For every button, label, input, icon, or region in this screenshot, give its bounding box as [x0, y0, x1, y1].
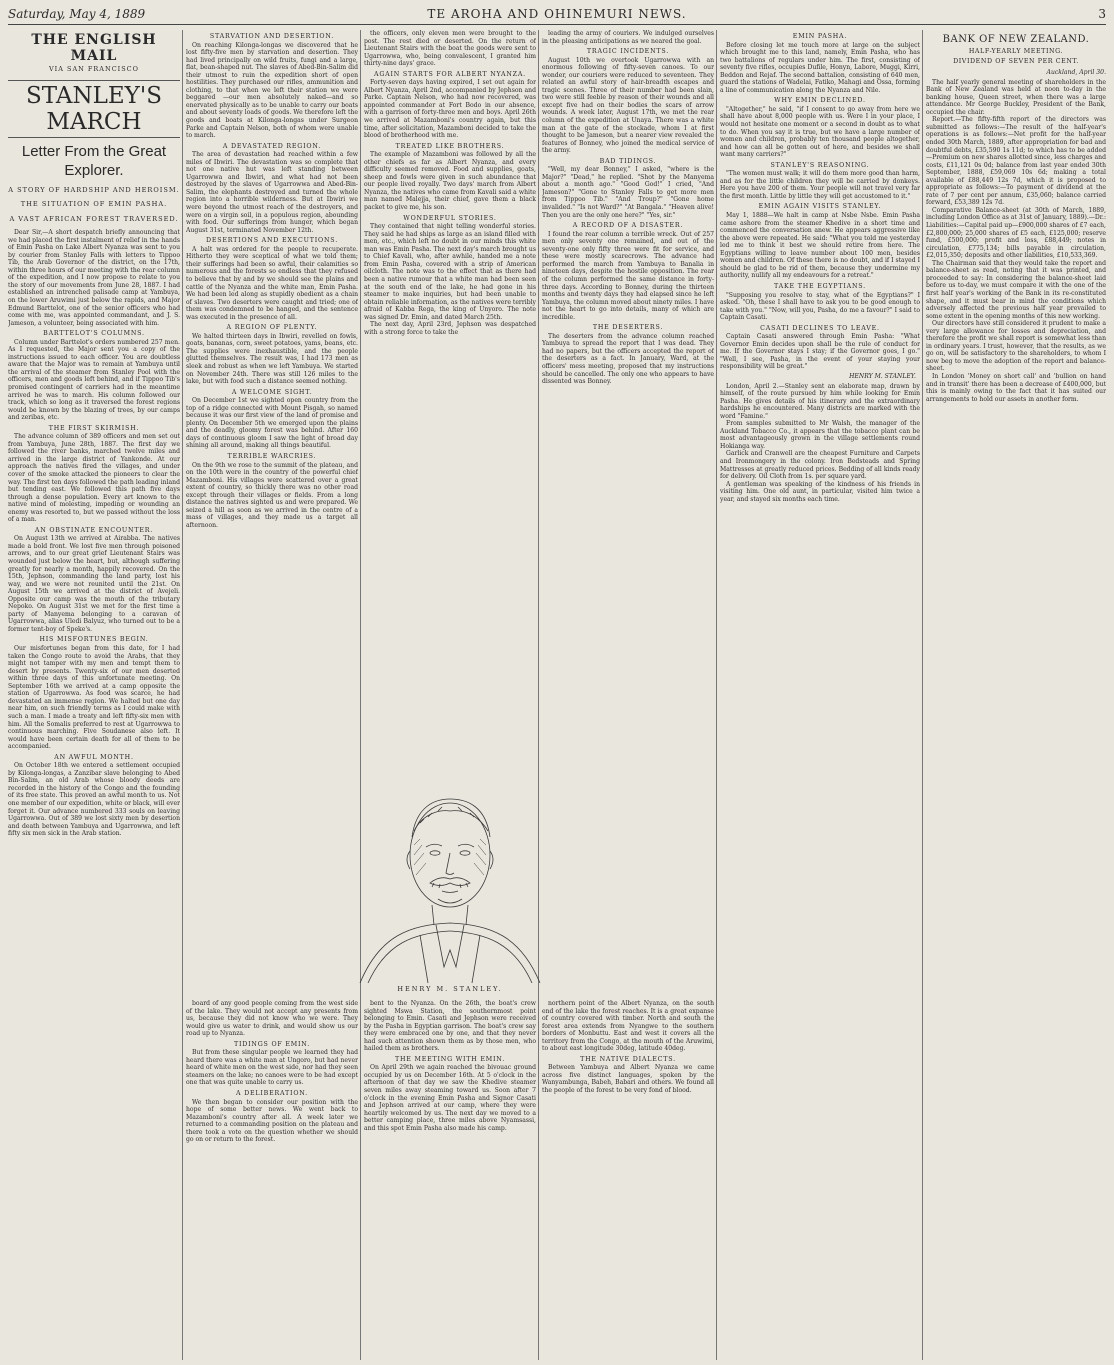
subheading: THE DESERTERS. — [592, 324, 664, 332]
newspaper-name: TE AROHA AND OHINEMURI NEWS. — [427, 7, 687, 21]
subheading: HIS MISFORTUNES BEGIN. — [39, 636, 149, 644]
column-4-lower — [542, 1000, 714, 1360]
column-rule — [360, 30, 361, 1360]
paragraph: On reaching Kilonga-longas we discovered that he lost fifty-five men by starvation and desertion. They had lived principally on wild fruits, fungi and a large, flat, bean-shaped nut. The slaves of Abed-Bin-Salim did their utmost to ruin the expedition short of open hostilities. They purchased our rifles, ammunition and clothing, to that when we left their station we were beggared —our men absolutely naked—and so enervated physically as to be unable to carry our boats and about seventy loads of goods. We therefore left the goods and boats at Kilonga-longas under Surgeon Parke and Captain Nelson, both of whom were unable to march. — [186, 41, 358, 140]
column-3 — [364, 30, 536, 800]
subheading: TERRIBLE WARCRIES. — [227, 452, 317, 460]
paragraph: August 10th we overtook Ugarrowwa with an enormous following of fifty-seven canoes. To our wonder, our couriers were reduced to seventeen. They related an awful story of hair-breadth escapes and tragic scenes. Three of their number had been slain, two were still feeble by reason of their wounds and all except five had on their bodies the scars of arrow wounds. A week later, August 17th, we met the rear column of the expedition at Unaya. There was a white man at the gate of the stockade, whom I at first thought to be Jameson, but a nearer view revealed the features of Bonney, who joined the medical service of the army. — [542, 56, 714, 155]
portrait-engraving — [350, 775, 550, 983]
paragraph: The half yearly general meeting of shareholders in the Bank of New Zealand was held at noon to-day in the banking house, Queen street, when there was a large attendance. Mr George Buckley, President of the Bank, occupied the chair. — [926, 78, 1106, 116]
paragraph: Our directors have still considered it prudent to make a very large allowance for losses and depreciation, and therefore the profit we shall report is somewhat less than in ordinary years. I trust, however, that the results, as we go on, will be satisfactory to the shareholders, to whom I now beg to move the adoption of the report and balance-sheet. — [926, 320, 1106, 373]
paragraph: They contained that night telling wonderful stories. They said he had ships as large as an island filled with men, etc., which left no doubt in our minds this white man was Emin Pasha. The next day's march brought us to Chief Kavali, who, after awhile, handed me a note from Emin Pasha, covered with a strip of American oilcloth. The note was to the effect that as there had been a native rumour that a white man had been seen at the south end of the lake, he had gone in his steamer to make inquiries, but had been unable to obtain reliable information, as the natives were terribly afraid of Kabba Rega, the king of Unyoro. The note was signed Dr. Emin, and dated March 25th. — [364, 223, 536, 321]
section-subtitle: VIA SAN FRANCISCO — [48, 65, 139, 73]
paragraph: board of any good people coming from the west side of the lake. They would not accept any presents from us, because they did not know who we were. They would give us water to drink, and would show us our road up to Nyanza. — [186, 1000, 358, 1038]
paragraph: northern point of the Albert Nyanza, on the south end of the lake the forest reaches. It is a great expanse of country covered with timber. North and south the forest area extends from Nyangwe to the southern borders of Monbuttu. East and west it covers all the territory from the Congo, at the mouth of the Aruwimi, to about east longitude 30deg, latitude 40deg. — [542, 1000, 714, 1053]
column-6 — [926, 30, 1106, 1360]
paragraph: The Chairman said that they would take the report and balance-sheet as read, noting that it was printed, and proceeded to say: In considering the balance-sheet laid before us to-day, we must compare it with the one of the first half year's working of the Bank in its re-constituted shape, and it must bear in mind the conditions which adversely affected the previous half year prevailed to some extent in the opening months of this new working. — [926, 259, 1106, 320]
subheading: TIDINGS OF EMIN. — [233, 1040, 311, 1048]
paragraph: In London 'Money on short call' and 'bullion on hand and in transit' there has been a decrease of £400,000, but this is mainly owing to the fact that it has suited our arrangements to hold our assets in another form. — [926, 372, 1106, 403]
paragraph: leading the army of couriers. We indulged ourselves in the pleasing anticipations as we neared the goal. — [542, 30, 714, 45]
subheading: THE MEETING WITH EMIN. — [394, 1055, 506, 1063]
subheading: AN OBSTINATE ENCOUNTER. — [34, 526, 154, 534]
dateline: Auckland, April 30. — [1046, 69, 1106, 77]
subheading: AGAIN STARTS FOR ALBERT NYANZA. — [373, 70, 526, 78]
column-rule — [922, 30, 923, 1360]
paragraph: From samples submitted to Mr Walsh, the manager of the Auckland Tobacco Co., it appears that the tobacco plant can be most advantageously grown in the village settlements round Hokianga way. — [720, 420, 920, 450]
subheading: A RECORD OF A DISASTER. — [572, 222, 684, 230]
paragraph: Report.—The fifty-fifth report of the directors was submitted as follows:—The result of the half-year's operations is as follows:—Net profit for the half-year ended 30th March, 1889, after appropriation for bad and doubtful debts, £35,590 1s 11d; to which has to be added—Premium on new shares allotted since, less charges and costs, £11,121 0s 0d; balance from last year ended 30th September, 1888, £59,069 10s 6d; making a total available of £88,449 12s 7d, which it is proposed to appropriate as follows:—To payment of dividend at the rate of 7 per cent per annum, £35,060; balance carried forward, £53,389 12s 7d. — [926, 116, 1106, 207]
subheading: STANLEY'S REASONING. — [770, 161, 870, 169]
subheading: EMIN PASHA. — [792, 33, 848, 40]
paragraph: Between Yambuya and Albert Nyanza we came across five distinct languages, spoken by the Wanyambunga, Babeh, Babari and others. We found all the people of the forest to be very fond of blood. — [542, 1064, 714, 1095]
masthead — [8, 6, 1106, 25]
signature: HENRY M. STANLEY. — [849, 372, 916, 380]
subheading: BARTTELOT'S COLUMNS. — [43, 330, 145, 338]
subheading: A DELIBERATION. — [236, 1090, 308, 1098]
subheading: TRAGIC INCIDENTS. — [586, 48, 670, 56]
paragraph: A gentleman was speaking of the kindness of his friends in visiting him. One old aunt, in particular, visited him twice a year, and stayed six months each time. — [720, 480, 920, 503]
paragraph: A halt was ordered for the people to recuperate. Hitherto they were sceptical of what we told them; their sufferings had been so awful, their calamities so numerous and the forests so endless that they refused to believe that by and by we should see the plains and cattle of the Nyanza and the white man, Emin Pasha. We had been led along as stupidly obedient as a chain of slaves. Two deserters were caught and tried; one of them was condemned to be hanged, and the sentence was executed in the presence of all. — [186, 245, 358, 321]
paragraph: On the 9th we rose to the summit of the plateau, and on the 10th were in the country of the powerful chief Mazamboni. His villages were scattered over a great extent of country, so thickly there was no other road except through their villages or fields. From a long distance the natives sighted us and were prepared. We seized a hill as soon as we arrived in the centre of a mass of villages, and they made us a target all afternoon. — [186, 461, 358, 529]
column-3-lower — [364, 1000, 536, 1360]
deck: A VAST AFRICAN FOREST TRAVERSED. — [9, 214, 179, 223]
stanley-portrait — [186, 775, 714, 997]
advertisement: Garlick and Cranwell are the cheapest Furniture and Carpets and Ironmongery in the colony. Iron Bedsteads and Spring Mattresses at greatly reduced prices. Bedding of all kinds ready for delivery. Oil Cloth from 1s. per square yard. — [720, 450, 920, 481]
paragraph: "Supposing you resolve to stay, what of the Egyptians?" I asked. "Oh, these I shall have to ask you to be good enough to take with you." "Now, will you, Pasha, do me a favour?" I said to Captain Casati. — [720, 291, 920, 322]
paragraph: May 1, 1888—We halt in camp at Nsbe Nsbe. Emin Pasha came ashore from the steamer Khedive in a short time and commenced the conversation anew. He appears aggressive like the above were repeated. He said: "What you told me yesterday led me to think it best we should retire from here. The Egyptians willing to leave number about 100 men, besides women and children. Of these there is no doubt, and if I stayed I should be glad to be rid of them, because they undermine my authority, nullify all my endeavours for a retreat." — [720, 212, 920, 280]
paragraph: Forty-seven days having expired, I set out again for Albert Nyanza, April 2nd, accompanied by Jephson and Parke. Captain Nelson, who had now recovered, was appointed commander at Fort Bodo in our absence, with a garrison of forty-three men and boys. April 26th we arrived at Mazamboni's country again, but this time, after solicitation, Mazamboni decided to take the blood of brotherhood with me. — [364, 79, 536, 140]
paragraph: Our misfortunes began from this date, for I had taken the Congo route to avoid the Arabs, that they might not tamper with my men and tempt them to desert by presents. Twenty-six of our men deserted within three days of this unfortunate meeting. On September 16th we arrived at a camp opposite the station of Ugarrowwa. As food was scarce, he had devastated an immense region. We halted but one day near him, on such friendly terms as I could make with such a man. I made a treaty and left fifty-six men with him. All the Somalis preferred to rest at Ugarrowwa to continuous marching. Five Soudanese also left. It would have been certain death for all of them to be accompanied. — [8, 645, 180, 751]
column-5 — [720, 30, 920, 1360]
subheading: A DEVASTATED REGION. — [222, 142, 322, 150]
column-rule — [716, 30, 717, 1360]
subheading: BAD TIDINGS. — [599, 157, 657, 165]
subheading: THE FIRST SKIRMISH. — [48, 424, 140, 432]
subheading: A REGION OF PLENTY. — [226, 324, 318, 332]
section-title: THE ENGLISH MAIL — [31, 32, 157, 64]
paragraph: bent to the Nyanza. On the 26th, the boat's crew sighted Mswa Station, the southernmost point belonging to Emin. Casati and Jephson were received by the Pasha in Egyptian garrison. The boat's crew say they were embraced one by one, and that they never had such attention shown them as by those men, who hailed them as brothers. — [364, 1000, 536, 1053]
paragraph: "Well, my dear Bonney," I asked, "where is the Major?" "Dead," he replied. "Shot by the Manyema about a month ago." "Good God!" I cried, "And Jameson?" "Gone to Stanley Falls to get more men from Tippoo Tib." "And Troup?" "Gone home invalided." "Is not Ward?" "At Bangala." "Heaven alive! Then you are the only one here?" "Yes, sir." — [542, 166, 714, 219]
column-2 — [186, 30, 358, 800]
paragraph: London, April 2.—Stanley sent an elaborate map, drawn by himself, of the route pursued by him while looking for Emin Pasha. He gives details of his itinerary and the extraordinary hardships he encountered. Many districts are marked with the word "Famine." — [720, 382, 920, 420]
section-title: BANK OF NEW ZEALAND. — [942, 34, 1090, 45]
subheading: THE NATIVE DIALECTS. — [580, 1055, 676, 1063]
subheading: TAKE THE EGYPTIANS. — [774, 282, 866, 290]
issue-date: Saturday, May 4, 1889 — [8, 7, 146, 21]
column-1 — [8, 30, 180, 1360]
paragraph: The advance column of 389 officers and men set out from Yambuya, June 28th, 1887. The first day we followed the river banks, marched twelve miles and arrived in the large district of Yankonde. At our approach the natives fired the villages, and under cover of the smoke attacked the pioneers to clear the way. The first ten days followed the path leading inland but tending east. We followed this path five days through a dense population. Every art known to the native mind of molesting, impeding or wounding an enemy was resorted to, but we passed without the loss of a man. — [8, 433, 180, 524]
subheading: AN AWFUL MONTH. — [54, 753, 134, 761]
subheading: EMIN AGAIN VISITS STANLEY. — [758, 203, 882, 211]
paragraph: But from these singular people we learned they had heard there was a white man at Ungoro, but had never heard of white men on the west side, nor had they seen steamers on the lake; no canoes were to be had except one that was quite unable to carry us. — [186, 1049, 358, 1087]
column-rule — [182, 30, 183, 1360]
headline: STANLEY'S MARCH — [8, 80, 180, 138]
paragraph: "The women must walk; it will do them more good than harm, and as for the little children they will be carried by donkeys. Here you have 200 of them. Your people will not travel very far the first month. Little by little they will get accustomed to it." — [720, 170, 920, 200]
paragraph: Dear Sir,—A short despatch briefly announcing that we had placed the first instalment of relief in the hands of Emin Pasha on Lake Albert Nyanza was sent to you by courier from Stanley Falls with letters to Tippoo Tib, the Arab Governor of the district, on the 17th, within three hours of our meeting with the rear column of the expedition, and I now propose to relate to you the story of our movements from June 28, 1887. I had established an intrenched palisade camp at Yambuya, on the lower Aruwimi just below the rapids, and Major Edmund Barttelot, one of the senior officers who had come with me, was appointed commandant, and J. S. Jameson, a volunteer, being associated with him. — [8, 229, 180, 327]
paragraph: the officers, only eleven men were brought to the post. The rest died or deserted. On the return of Lieutenant Stairs with the boat the goods were sent to Ugarrowwa, who, being convalescent, I granted him thirty-nine days' grace. — [364, 30, 536, 68]
paragraph: The deserters from the advance column reached Yambuya to spread the report that I was dead. They had no papers, but the officers accepted the report of the deserters as a fact. In January, Ward, at the officers' mess meeting, proposed that my instructions should be cancelled. The only one who appears to have dissented was Bonney. — [542, 332, 714, 386]
subheading: TREATED LIKE BROTHERS. — [395, 142, 505, 150]
paragraph: "Altogether," he said, "if I consent to go away from here we shall have about 8,000 people with us. Were I in your place, I would not hesitate one moment or a second in doubt as to what to do. When you say it is true, but we have a large number of women and children, probably ten thousand people altogether, and how can all be gotten out of here, and besides we shall want many carriers?" — [720, 105, 920, 159]
subheading: DESERTIONS AND EXECUTIONS. — [205, 237, 339, 245]
paragraph: We then began to consider our position with the hope of some better news. We went back to Mazamboni's country after all. A week later we returned to a commanding position on the plateau and there took a vote on the question whether we should go on or return to the forest. — [186, 1098, 358, 1144]
paragraph: The next day, April 23rd, Jephson was despatched with a strong force to take the — [364, 321, 536, 336]
column-rule — [538, 30, 539, 1360]
paragraph: We halted thirteen days in Ibwiri, revelled on fowls, goats, bananas, corn, sweet potatoes, yams, beans, etc. The supplies were inexhaustible, and the people glutted themselves. The result was, I had 173 men as sleek and robust as when we left Yambuya. We started on November 24th. There was still 126 miles to the lake, but with food such a distance seemed nothing. — [186, 332, 358, 386]
paragraph: The area of devastation had reached within a few miles of Ibwiri. The devastation was so complete that not one native hut was left standing between Ugarrowwa and Ibwiri, and what had not been destroyed by the slaves of Ugarrowwa and Abed-Bin-Salim, the elephants destroyed and turned the whole region into a horrible wilderness. But at Ibwiri we were beyond the utmost reach of the destroyers, and were on a virgin soil, in a populous region, abounding with food. Our sufferings from hunger, which began August 31st, terminated November 12th. — [186, 151, 358, 234]
portrait-caption: HENRY M. STANLEY. — [397, 985, 503, 993]
subheading: WHY EMIN DECLINED. — [774, 97, 866, 105]
paragraph: I found the rear column a terrible wreck. Out of 257 men only seventy one remained, and out of the seventy-one only fifty three were fit for service, and these were mostly scarecrows. The advance had performed the march from Yambuya to Banalia in nineteen days, despite the hostile opposition. The rear of the column performed the same distance in forty-three days. According to Bonney, during the thirteen months and twenty days they had elapsed since he left Yambuya, the column moved about ninety miles. I have not the heart to go into details, many of which are incredible. — [542, 230, 714, 321]
paragraph: The example of Mazamboni was followed by all the other chiefs as far as Albert Nyanza, and every difficulty seemed removed. Food and supplies, goats, sheep and fowls were given in such abundance that our people lived royally. Two days' march from Albert Nyanza, the natives who came from Kavali said a white man named Malejja, their chief, gave them a black packet to give me, his son. — [364, 151, 536, 212]
paragraph: Column under Barttelot's orders numbered 257 men. As I requested, the Major sent you a copy of the instructions issued to each officer. You are doubtless aware that the Major was to remain at Yambuya until the arrival of the steamer from Stanley Pool with the officers, men and goods left behind, and if Tippoo Tib's promised contingent of carriers had in the meantime arrived he was to march. His column followed our track, which so long as it traversed the forest regions would be known by the blazing of trees, by our camps and zeribas, etc. — [8, 338, 180, 422]
column-4 — [542, 30, 714, 800]
section-subtitle: HALF-YEARLY MEETING. — [968, 48, 1064, 55]
subheading: WONDERFUL STORIES. — [403, 214, 497, 222]
paragraph: Before closing let me touch more at large on the subject which brought me to this land, namely, Emin Pasha, who has two battalions of regulars under him. The first, consisting of seventy five rifles, occupies Dufile, Honyn, Labore, Muggi, Kirri, Beddon and Rejaf. The second battalion, consisting of 640 men, guard the stations of Wadelai, Fatiko, Mahagi and Ossa, forming a line of communication along the Nyanza and Nile. — [720, 41, 920, 94]
paragraph: Comparative Balance-sheet (at 30th of March, 1889, including London Office as at 31st of January, 1889).—Dr.: Liabilities:—Capital paid up—£900,000 shares of £7 each, £2,800,000; 25,000 shares of £5 each, £125,000; reserve fund, £500,000; profit and loss, £88,449; notes in circulation, £775,134; bills payable in circulation, £2,015,350; deposits and other liabilities, £10,533,369. — [926, 206, 1106, 260]
subheading: CASATI DECLINES TO LEAVE. — [760, 324, 880, 332]
subheading: A WELCOME SIGHT. — [231, 388, 313, 396]
subheading: STARVATION AND DESERTION. — [209, 33, 335, 40]
deck: A STORY OF HARDSHIP AND HEROISM. — [8, 185, 180, 194]
deck: THE SITUATION OF EMIN PASHA. — [20, 200, 168, 209]
section-subtitle: DIVIDEND OF SEVEN PER CENT. — [953, 57, 1079, 65]
headline-sub: Letter From the Great Explorer. — [21, 142, 167, 179]
paragraph: Captain Casati answered through Emin Pasha: "What Governor Emin decides upon shall be the rule of conduct for me. If the Governor stays I stay; if the Governor goes, I go." "Well, I see, Pasha, in the event of your staying your responsibility will be great." — [720, 333, 920, 371]
paragraph: On April 29th we again reached the bivouac ground occupied by us on December 16th. At 5 o'clock in the afternoon of that day we saw the Khedive steamer seven miles away steaming toward us. Soon after 7 o'clock in the evening Emin Pasha and Signor Casati and Jephson arrived at our camp, where they were heartily welcomed by us. The next day we moved to a better camping place, three miles above Nyamsassi, and this spot Emin Pasha also made his camp. — [364, 1064, 536, 1132]
paragraph: On October 18th we entered a settlement occupied by Kilonga-longas, a Zanzibar slave belonging to Abed Bin-Salim, an old Arab whose bloody deeds are recorded in the history of the Congo and the founding of its free state. This proved an awful month to us. Not one member of our expedition, white or black, will ever forget it. Our advance numbered 333 souls on leaving Ugarrowwa. Out of 389 we lost sixty men by desertion and death between Yambuya and Ugarrowwa, and left fifty six men sick in the Arab station. — [8, 762, 180, 838]
paragraph: On August 13th we arrived at Airabba. The natives made a bold front. We lost five men through poisoned arrows, and to our great grief Lieutenant Stairs was wounded just below the heart, but, although suffering greatly for nearly a month, happily recovered. On the 15th, Jephson, commanding the land party, lost his way, and we were not reunited until the 21st. On August 15th we arrived at the district of Avejeli. Opposite our camp was the mouth of the tributary Nepoko. On August 31st we met for the first time a party of Manyema belonging to a caravan of Ugarrowwa, alias Uledi Balyuz, who turned out to be a former tent-boy of Speke's. — [8, 535, 180, 633]
column-2-lower — [186, 1000, 358, 1360]
page-number: 3 — [1098, 7, 1106, 21]
paragraph: On December 1st we sighted open country from the top of a ridge connected with Mount Pisgah, so named because it was our first view of the land of promise and plenty. On December 5th we emerged upon the plains and the deadly, gloomy forest was behind. After 160 days of continuous gloom I saw the light of broad day shining all around, making all things beautiful. — [186, 397, 358, 450]
